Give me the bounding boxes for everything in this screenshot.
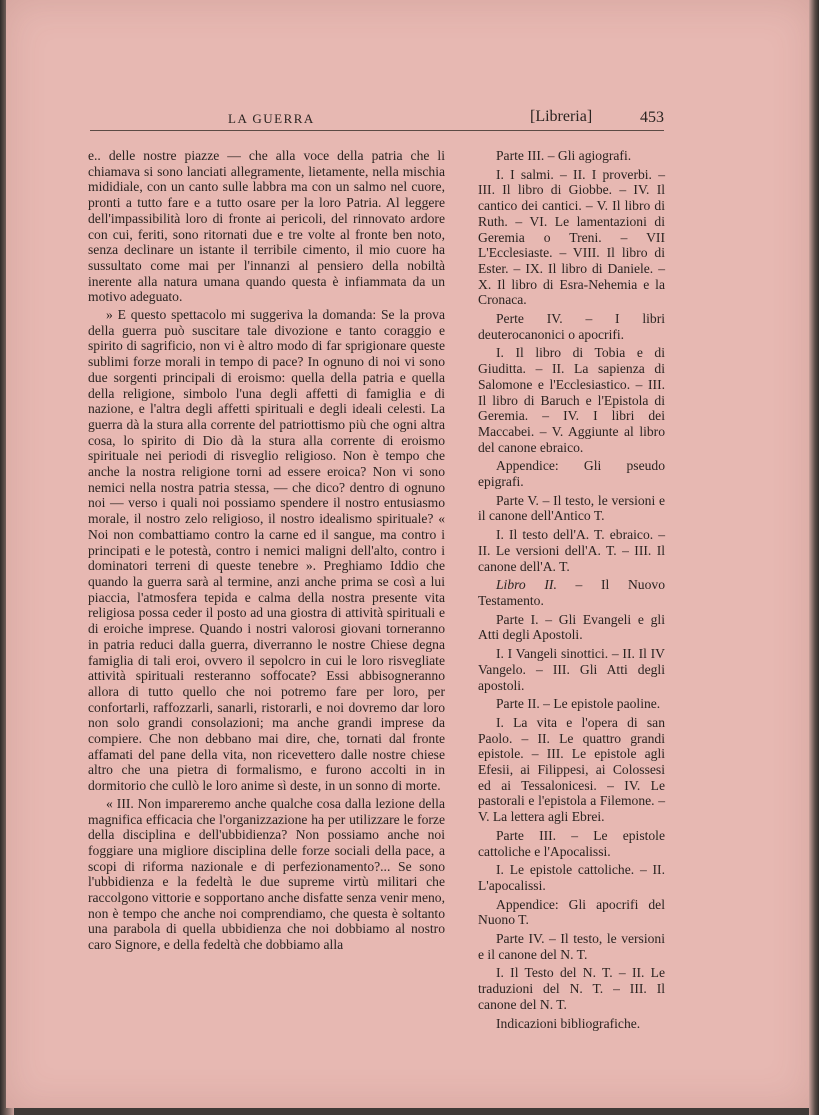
running-title: LA GUERRA [228,111,315,126]
contents-entry: I. La vita e l'opera di san Paolo. – II. Le quattro grandi epistole. – III. Le epistole agli Efesii, ai Filippesi, ai Colossesi ed ai Tessalonicesi. – IV. Le pastorali e l'epistola a Filemone. – V. La lettera agli Ebrei. [478,714,665,825]
header-rule [90,130,664,131]
page-number: 453 [640,109,664,126]
section-label: [Libreria] [530,108,593,125]
contents-entry: I. I salmi. – II. I proverbi. – III. Il libro di Giobbe. – IV. Il cantico dei cantici. – V. Il libro di Ruth. – VI. Le lamentazioni di Geremia o Treni. – VII L'Ecclesiaste. – VIII. Il libro di Ester. – IX. Il libro di Daniele. – X. Il libro di Esra-Nehemia e la Cronaca. [478,166,665,308]
contents-entry: I. Le epistole cattoliche. – II. L'apocalissi. [478,862,665,893]
book-label: Libro II. [496,577,557,593]
contents-entry: Appendice: Gli pseudo epigrafi. [478,458,665,490]
contents-entry: Indicazioni bibliografiche. [496,1015,641,1031]
page-stack-edge [809,0,819,1115]
contents-entry: I. I Vangeli sinottici. – II. Il IV Vangelo. – III. Gli Atti degli apostoli. [478,646,665,693]
paragraph: « III. Non impareremo anche qualche cosa dalla lezione della magnifica efficacia che l'organizzazione ha per utilizzare le forze della disciplina e dell'ubbidienza? Non possiamo anche noi foggiare una migliore disciplina delle forze sociali della pace, a scopi di riforma nazionale e di perfezionamento?... Se sono l'ubbidienza e la fedeltà le due supreme virtù militari che raccolgono vittorie e sopportano anche disfatte senza venir meno, non è tempo che anche noi comprendiamo, che questa è soltanto una parabola di quella ubbidienza che noi dobbiamo al nostro caro Signore, e della fedeltà che dobbiamo alla [88,795,445,953]
contents-entry: Parte I. – Gli Evangeli e gli Atti degli Apostoli. [478,611,665,643]
contents-entry: Parte III. – Le epistole cattoliche e l'Apocalissi. [478,827,665,859]
contents-entry: Appendice: Gli apocrifi del Nuono T. [478,896,665,928]
contents-entry [478,577,665,608]
contents-entry: I. Il Testo del N. T. – II. Le traduzioni del N. T. – III. Il canone del N. T. [478,965,665,1012]
contents-entry: I. Il testo dell'A. T. ebraico. – II. Le versioni dell'A. T. – III. Il canone dell'A. T. [478,527,665,574]
contents-entry: I. Il libro di Tobia e di Giuditta. – II. La sapienza di Salomone e l'Ecclesiastico. – III. Il libro di Baruch e l'Epistola di Geremia. – IV. I libri dei Maccabei. – V. Aggiunte al libro del canone ebraico. [478,345,665,455]
contents-entry: Parte II. – Le epistole paoline. [496,696,661,712]
page-header [90,108,664,132]
contents-entry: Perte IV. – I libri deuterocanonici o apocrifi. [478,311,665,342]
book-title: – Il Nuovo Testamento. [478,577,665,608]
left-column [88,148,445,955]
paragraph: e.. delle nostre piazze — che alla voce della patria che li chiamava si sono lanciati allegramente, lietamente, nella mischia mididiale, con un canto sulle labbra ma con un salmo nel cuore, pronti a tutto fare e a tutto osare per la loro Patria. Al leggere dell'impassibilità loro di fronte ai pericoli, del rinnovato ardore con cui, feriti, sono ritornati due e tre volte al fronte ben noto, senza declinare un istante il terribile cimento, il mio cuore ha sussultato come mai per l'innanzi al pensiero della nobiltà inerente alla natura umana quando questa è infiammata da un motivo adeguato. [88,148,445,305]
contents-entry: Parte IV. – Il testo, le versioni e il canone del N. T. [478,931,665,962]
contents-entry: Parte III. – Gli agiografi. [496,148,632,163]
contents-entry: Parte V. – Il testo, le versioni e il canone dell'Antico T. [478,492,665,524]
right-column-contents [478,148,665,1034]
paragraph: » E questo spettacolo mi suggeriva la domanda: Se la prova della guerra può suscitare tale divozione e tanto coraggio e spirito di sagrificio, non vi è altro modo di far sprigionare queste sublimi forze morali in tempo di pace? In ognuno di noi vi sono due sorgenti principali di eroismo: quella della patria e quella della religione, simbolo l'una degli affetti di famiglia e di nazione, e l'altra degli affetti spirituali e degli ideali celesti. La guerra dà la stura alla corrente del patriottismo più che ogni altra cosa, lo spirito di Dio dà la stura alla corrente di eroismo spirituale nei periodi di risveglio religioso. Non è tempo che anche la nostra religione torni ad essere eroica? Non vi sono nemici nella nostra patria stessa, — che dico? dentro di ognuno noi — verso i quali noi possiamo spendere il nostro entusiasmo morale, il nostro zelo religioso, il nostro idealismo spirituale? « Noi non combattiamo contro la carne ed il sangue, ma contro i principati e le potestà, contro i nemici maligni dell'alto, contro i dominatori terreni di queste tenebre ». Preghiamo Iddio che quando la guerra sarà al termine, anzi anche prima se così a lui piaccia, l'atmosfera tepida e calma della nostra presente vita religiosa possa ceder il posto ad una giostra di attività spirituali e di eroiche imprese. Quando i nostri valorosi giovani torneranno in patria reduci dalla guerra, diverranno le nostre Chiese degna famiglia di tali eroi, ovvero il sepolcro in cui le loro risvegliate attività spirituali resteranno soffocate? Essi abbisogneranno allora di tutto quello che noi potremo fare per loro, per confortarli, raffozzarli, sanarli, ristorarli, e noi dovremo dar loro non solo grandi consolazioni; ma anche grandi imprese da compiere. Che non debbano mai dire, che, tornati dal fronte affamati del pane della vita, non ricevettero dalle nostre chiese altro che una pietra di formalismo, e furono accolti in in dormitorio che cullò le loro anime sì deste, in un sonno di morte. [88,307,445,794]
